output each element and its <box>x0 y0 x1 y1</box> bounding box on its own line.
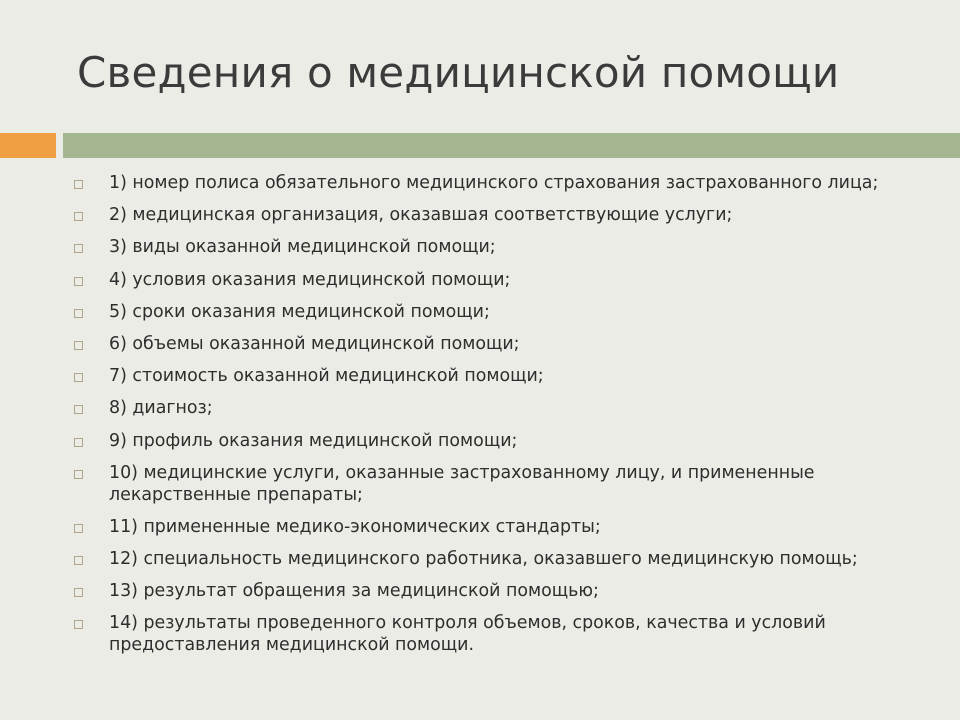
list-item <box>74 333 924 355</box>
square-bullet-icon <box>74 277 83 286</box>
bullet-list <box>74 172 924 667</box>
list-item-text: 8) диагноз; <box>109 398 213 419</box>
list-item-text: 4) условия оказания медицинской помощи; <box>109 269 511 290</box>
square-bullet-icon <box>74 180 83 189</box>
list-item <box>74 462 924 506</box>
list-item-text: 14) результаты проведенного контроля объемов, сроков, качества и условий предоставления медицинской помощи. <box>109 613 826 656</box>
list-item-text: 12) специальность медицинского работника, оказавшего медицинскую помощь; <box>109 549 858 570</box>
list-item-text: 2) медицинская организация, оказавшая соответствующие услуги; <box>109 205 733 226</box>
square-bullet-icon <box>74 341 83 350</box>
list-item-text: 5) сроки оказания медицинской помощи; <box>109 301 490 322</box>
square-bullet-icon <box>74 309 83 318</box>
list-item-text: 13) результат обращения за медицинской помощью; <box>109 581 599 602</box>
list-item <box>74 397 924 419</box>
list-item <box>74 430 924 452</box>
accent-bar-orange <box>0 133 56 158</box>
list-item-text: 10) медицинские услуги, оказанные застрахованному лицу, и примененные лекарственные препараты; <box>109 462 815 505</box>
square-bullet-icon <box>74 438 83 447</box>
slide-title: Сведения о медицинской помощи <box>77 48 840 97</box>
list-item <box>74 269 924 291</box>
list-item-text: 7) стоимость оказанной медицинской помощи; <box>109 366 544 387</box>
list-item-text: 6) объемы оказанной медицинской помощи; <box>109 333 520 354</box>
list-item <box>74 236 924 258</box>
square-bullet-icon <box>74 588 83 597</box>
list-item-text: 3) виды оказанной медицинской помощи; <box>109 237 496 258</box>
list-item <box>74 365 924 387</box>
list-item-text: 1) номер полиса обязательного медицинского страхования застрахованного лица; <box>109 173 879 193</box>
square-bullet-icon <box>74 244 83 253</box>
list-item <box>74 548 924 570</box>
list-item-text: 9) профиль оказания медицинской помощи; <box>109 430 518 451</box>
list-item <box>74 612 924 656</box>
square-bullet-icon <box>74 556 83 565</box>
list-item-text: 11) примененные медико-экономических стандарты; <box>109 516 601 537</box>
list-item <box>74 204 924 226</box>
square-bullet-icon <box>74 373 83 382</box>
square-bullet-icon <box>74 524 83 533</box>
list-item <box>74 580 924 602</box>
square-bullet-icon <box>74 470 83 479</box>
accent-bar-green <box>63 133 960 158</box>
list-item <box>74 516 924 538</box>
square-bullet-icon <box>74 212 83 221</box>
list-item <box>74 301 924 323</box>
list-item <box>74 172 924 194</box>
square-bullet-icon <box>74 620 83 629</box>
square-bullet-icon <box>74 405 83 414</box>
